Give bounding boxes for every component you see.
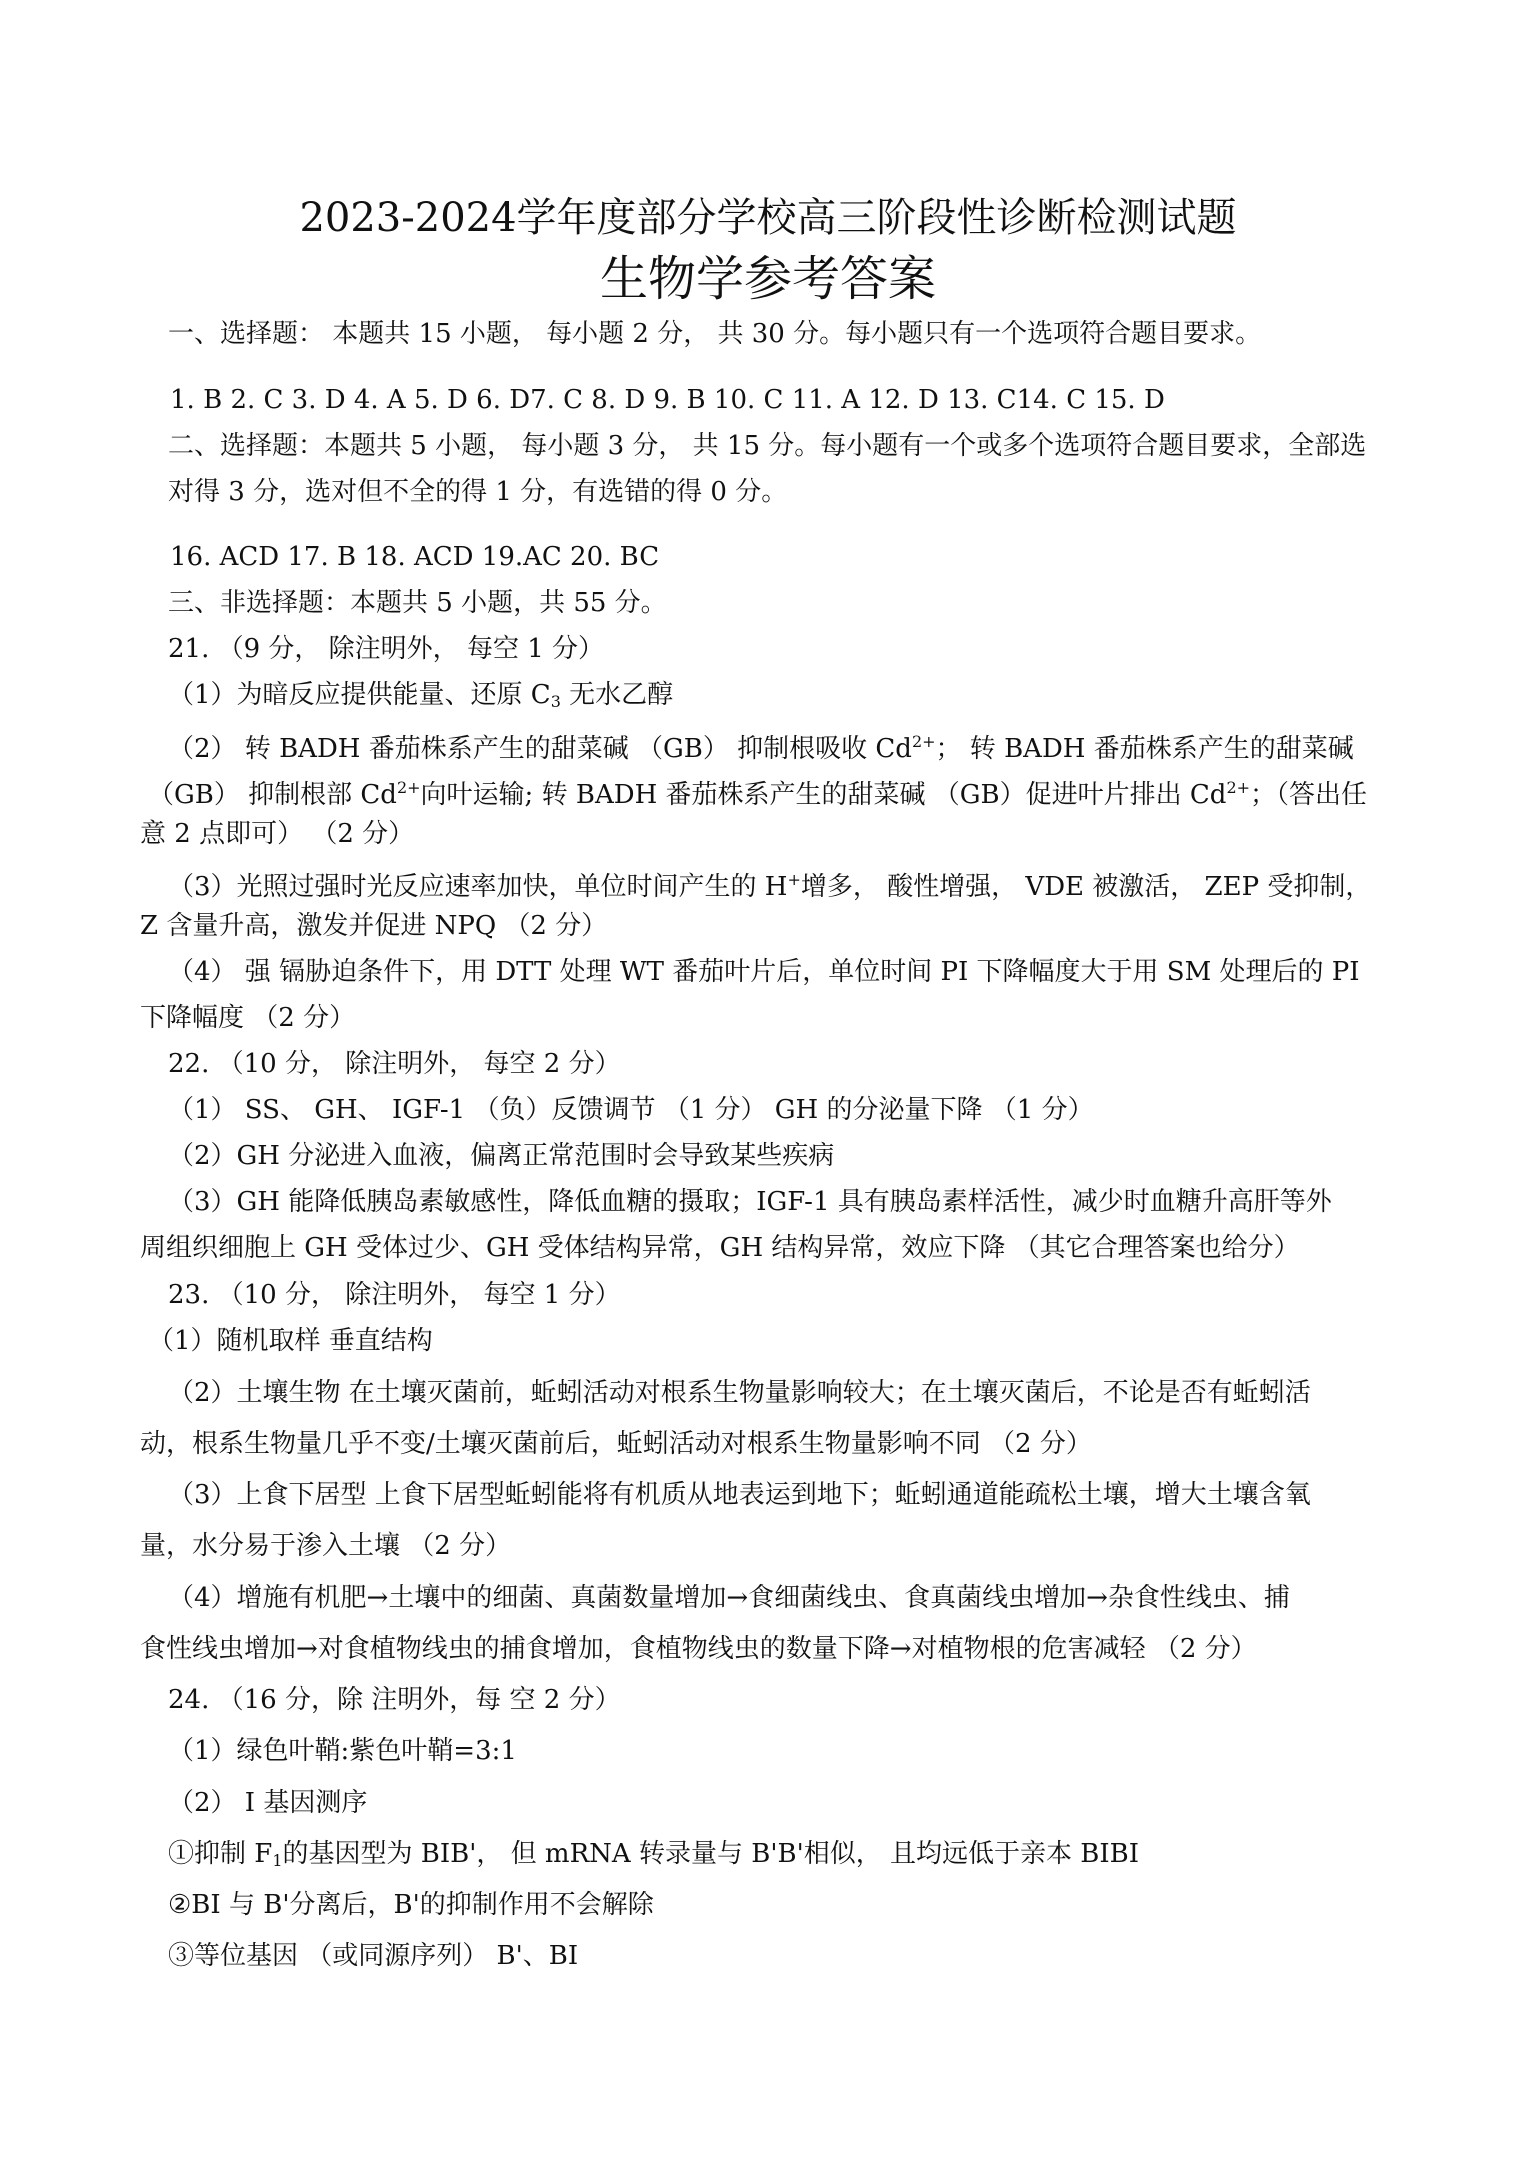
section1-answers: 1. B 2. C 3. D 4. A 5. D 6. D7. C 8. D 9. B 10. C 11. A 12. D 13. C14. C 15. D xyxy=(170,385,1165,415)
q23-header: 23. （10 分， 除注明外， 每空 1 分） xyxy=(168,1280,621,1310)
section1-heading: 一、选择题： 本题共 15 小题， 每小题 2 分， 共 30 分。每小题只有一个选项符合题目要求。 xyxy=(168,319,1262,349)
q22-answer-1: （1） SS、 GH、 IGF-1 （负）反馈调节 （1 分） GH 的分泌量下降 （1 分） xyxy=(168,1095,1094,1125)
q22-header: 22. （10 分， 除注明外， 每空 2 分） xyxy=(168,1049,621,1079)
q22-answer-3-line1: （3）GH 能降低胰岛素敏感性，降低血糖的摄取；IGF-1 具有胰岛素样活性，减少时血糖升高肝等外 xyxy=(168,1187,1332,1217)
q23-answer-2-line2: 动，根系生物量几乎不变/土壤灭菌前后，蚯蚓活动对根系生物量影响不同 （2 分） xyxy=(140,1429,1092,1459)
q24-header: 24. （16 分，除 注明外，每 空 2 分） xyxy=(168,1685,621,1715)
q23-answer-3-line2: 量，水分易于渗入土壤 （2 分） xyxy=(140,1531,512,1561)
q21-answer-4-line2: 下降幅度 （2 分） xyxy=(140,1003,356,1033)
q24-sub-answer-2: ②BI 与 B'分离后，B'的抑制作用不会解除 xyxy=(168,1890,654,1920)
q23-answer-1: （1）随机取样 垂直结构 xyxy=(148,1326,433,1356)
q21-answer-2-line3: 意 2 点即可） （2 分） xyxy=(140,819,415,849)
q23-answer-4-line2: 食性线虫增加→对食植物线虫的捕食增加，食植物线虫的数量下降→对植物根的危害减轻 （2 分） xyxy=(140,1634,1257,1664)
q22-answer-3-line2: 周组织细胞上 GH 受体过少、GH 受体结构异常，GH 结构异常，效应下降 （其它合理答案也给分） xyxy=(140,1233,1300,1263)
q21-answer-2-line1: （2） 转 BADH 番茄株系产生的甜菜碱 （GB） 抑制根吸收 $Cd^{2+}$； 转 BADH 番茄株系产生的甜菜碱 xyxy=(168,732,1354,764)
q24-sub-answer-1: ①抑制 $F_1$的基因型为 BIB'， 但 mRNA 转录量与 B'B'相似， 且均远低于亲本 BIBI xyxy=(168,1839,1140,1870)
q21-answer-3-line2: Z 含量升高，激发并促进 NPQ （2 分） xyxy=(140,911,608,941)
q22-answer-2: （2）GH 分泌进入血液，偏离正常范围时会导致某些疾病 xyxy=(168,1141,835,1171)
q21-answer-3-line1: （3）光照过强时光反应速率加快，单位时间产生的 H+增多， 酸性增强， VDE 被激活， ZEP 受抑制， xyxy=(168,870,1372,902)
q23-answer-2-line1: （2）土壤生物 在土壤灭菌前，蚯蚓活动对根系生物量影响较大；在土壤灭菌后，不论是否有蚯蚓活 xyxy=(168,1378,1311,1408)
q21-header: 21. （9 分， 除注明外， 每空 1 分） xyxy=(168,634,605,664)
document-subtitle: 生物学参考答案 xyxy=(599,251,936,307)
q24-sub-answer-3: ③等位基因 （或同源序列） B'、BI xyxy=(168,1941,579,1971)
q21-answer-2-line2: （GB） 抑制根部 $Cd^{2+}$向叶运输; 转 BADH 番茄株系产生的甜菜碱 （GB）促进叶片排出 $Cd^{2+}$；（答出任 xyxy=(148,778,1368,810)
section3-heading: 三、非选择题：本题共 5 小题，共 55 分。 xyxy=(168,588,667,618)
q24-answer-2: （2） I 基因测序 xyxy=(168,1788,368,1818)
section2-heading-line2: 对得 3 分，选对但不全的得 1 分，有选错的得 0 分。 xyxy=(168,477,788,507)
q21-answer-4-line1: （4） 强 镉胁迫条件下，用 DTT 处理 WT 番茄叶片后，单位时间 PI 下降幅度大于用 SM 处理后的 PI xyxy=(168,957,1360,987)
document-title: 2023-2024学年度部分学校高三阶段性诊断检测试题 xyxy=(299,195,1237,241)
section2-answers: 16. ACD 17. B 18. ACD 19.AC 20. BC xyxy=(170,542,660,572)
q24-answer-1: （1）绿色叶鞘:紫色叶鞘=3:1 xyxy=(168,1736,517,1766)
q23-answer-4-line1: （4）增施有机肥→土壤中的细菌、真菌数量增加→食细菌线虫、食真菌线虫增加→杂食性线虫、捕 xyxy=(168,1583,1290,1613)
q23-answer-3-line1: （3）上食下居型 上食下居型蚯蚓能将有机质从地表运到地下；蚯蚓通道能疏松土壤，增大土壤含氧 xyxy=(168,1480,1311,1510)
q21-answer-1: （1）为暗反应提供能量、还原 $C_3$ 无水乙醇 xyxy=(168,680,674,711)
section2-heading-line1: 二、选择题：本题共 5 小题， 每小题 3 分， 共 15 分。每小题有一个或多个选项符合题目要求，全部选 xyxy=(168,431,1367,461)
